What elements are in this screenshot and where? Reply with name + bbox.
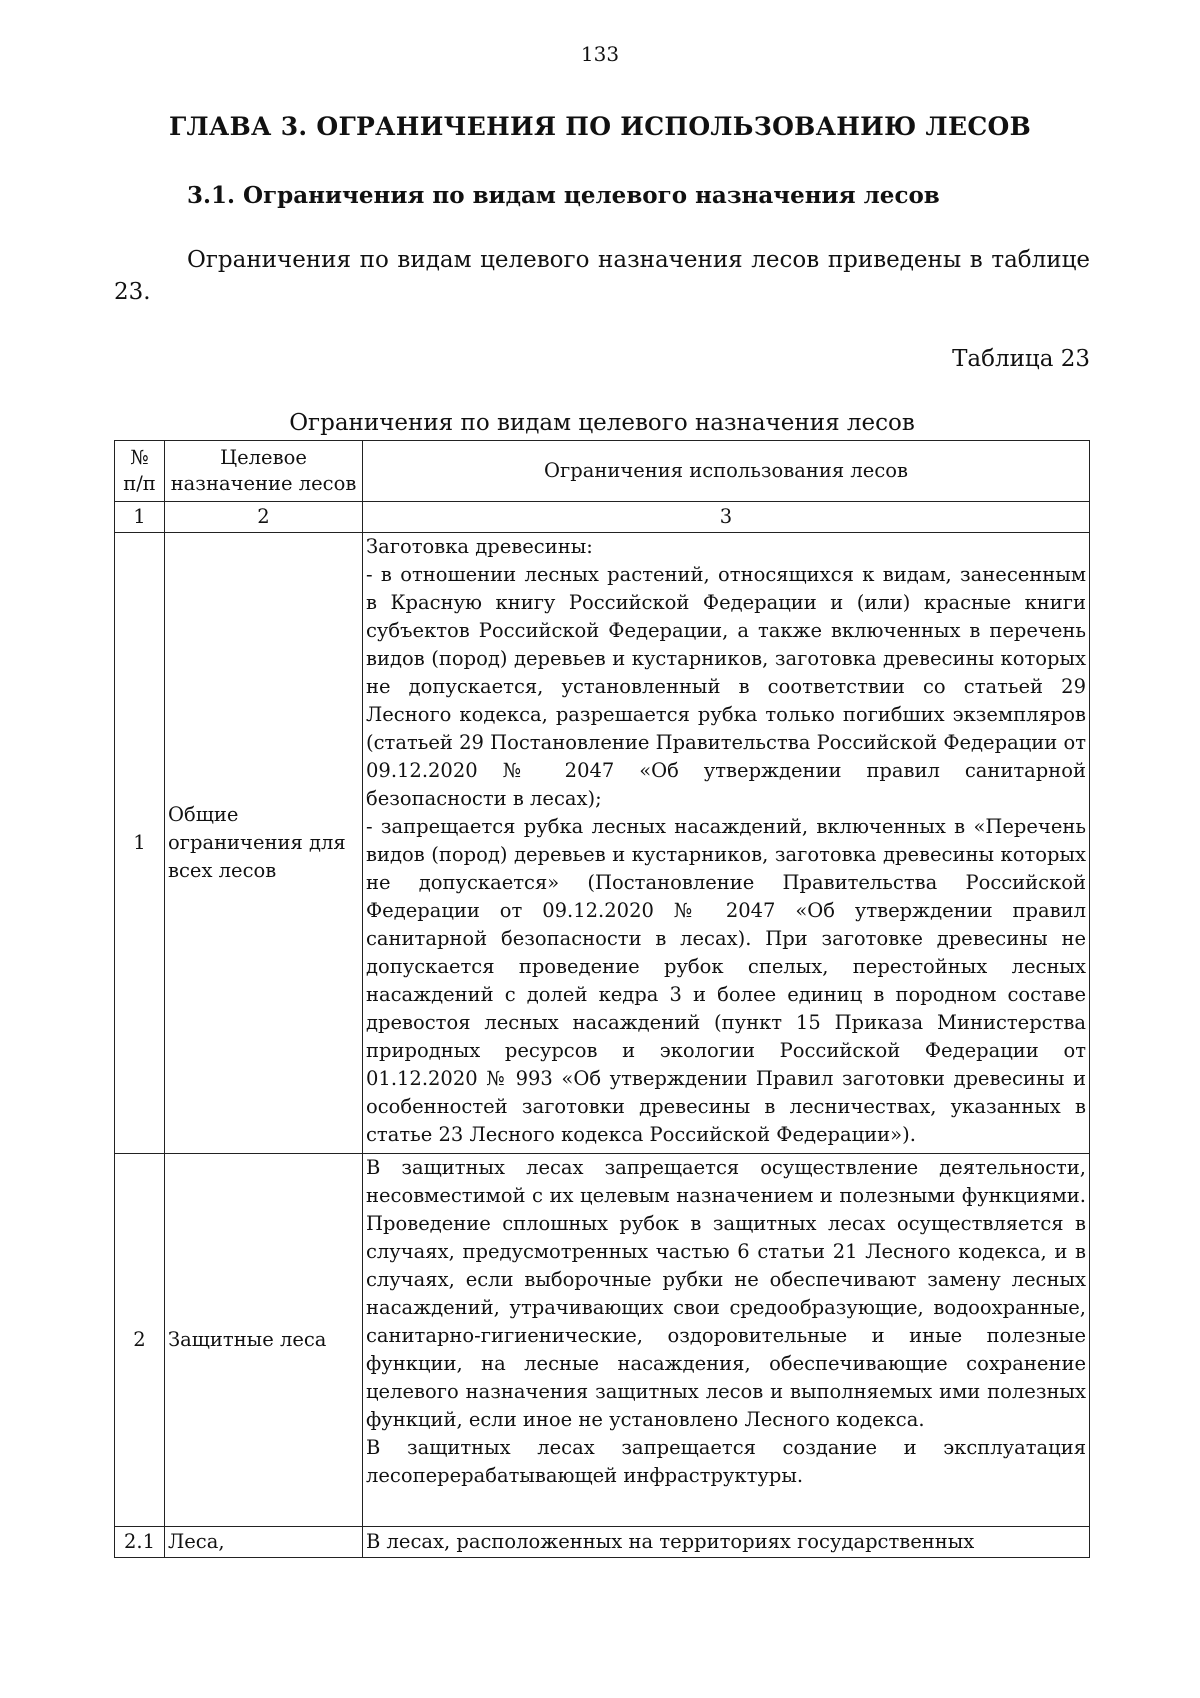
table-row xyxy=(115,1154,1090,1527)
restriction-paragraph: - запрещается рубка лесных насаждений, включенных в «Перечень видов (пород) деревьев и кустарников, заготовка древесины которых не допускается» (Постановление Правительства Российской Федерации от 09.12.2020 № 2047 «Об утверждении правил санитарной безопасности в лесах). При заготовке древесины не допускается проведение рубок спелых, перестойных лесных насаждений с долей кедра 3 и более единиц в породном составе древостоя лесных насаждений (пункт 15 Приказа Министерства природных ресурсов и экологии Российской Федерации от 01.12.2020 № 993 «Об утверждении Правил заготовки древесины и особенностей заготовки древесины в лесничествах, указанных в статье 23 Лесного кодекса Российской Федерации»). xyxy=(366,815,1086,1146)
row-purpose: Леса, xyxy=(165,1527,363,1558)
restriction-paragraph: В лесах, расположенных на территориях государственных xyxy=(366,1530,975,1553)
restriction-paragraph: - в отношении лесных растений, относящихся к видам, занесенным в Красную книгу Российской Федерации и (или) красные книги субъектов Российской Федерации, а также включенных в перечень видов (пород) деревьев и кустарников, заготовка древесины которых не допускается, установленный в соответствии со статьей 29 Лесного кодекса, разрешается рубка только погибших экземпляров (статьей 29 Постановление Правительства Российской Федерации от 09.12.2020 № 2047 «Об утверждении правил санитарной безопасности в лесах); xyxy=(366,563,1086,810)
restriction-paragraph: В защитных лесах запрещается создание и эксплуатация лесоперерабатывающей инфраструктуры. xyxy=(366,1436,1086,1487)
intro-paragraph: Ограничения по видам целевого назначения лесов приведены в таблице 23. xyxy=(114,247,1090,305)
restriction-paragraph: Заготовка древесины: xyxy=(366,535,593,558)
row-restrictions xyxy=(363,1527,1090,1558)
table-header-row xyxy=(115,441,1090,502)
column-number: 1 xyxy=(115,502,165,533)
header-number: № п/п xyxy=(115,441,165,502)
column-number-row xyxy=(115,502,1090,533)
section-title: 3.1. Ограничения по видам целевого назначения лесов xyxy=(187,182,940,209)
table-row xyxy=(115,533,1090,1154)
row-restrictions xyxy=(363,1154,1090,1527)
column-number: 2 xyxy=(165,502,363,533)
table-row xyxy=(115,1527,1090,1558)
chapter-title: ГЛАВА 3. ОГРАНИЧЕНИЯ ПО ИСПОЛЬЗОВАНИЮ ЛЕСОВ xyxy=(168,112,1032,141)
header-purpose: Целевое назначение лесов xyxy=(165,441,363,502)
row-purpose: Общие ограничения для всех лесов xyxy=(165,533,363,1154)
row-number: 2 xyxy=(115,1154,165,1527)
table-number: Таблица 23 xyxy=(952,346,1090,372)
row-purpose: Защитные леса xyxy=(165,1154,363,1527)
header-restrictions: Ограничения использования лесов xyxy=(363,441,1090,502)
row-number: 2.1 xyxy=(115,1527,165,1558)
page-number: 133 xyxy=(580,42,620,66)
row-number: 1 xyxy=(115,533,165,1154)
table-title: Ограничения по видам целевого назначения лесов xyxy=(289,410,915,436)
row-restrictions xyxy=(363,533,1090,1154)
restrictions-table xyxy=(114,440,1090,1558)
column-number: 3 xyxy=(363,502,1090,533)
restriction-paragraph: В защитных лесах запрещается осуществление деятельности, несовместимой с их целевым назначением и полезными функциями. Проведение сплошных рубок в защитных лесах осуществляется в случаях, предусмотренных частью 6 статьи 21 Лесного кодекса, и в случаях, если выборочные рубки не обеспечивают замену лесных насаждений, утрачивающих свои средообразующие, водоохранные, санитарно-гигиенические, оздоровительные и иные полезные функции, на лесные насаждения, обеспечивающие сохранение целевого назначения защитных лесов и выполняемых ими полезных функций, если иное не установлено Лесного кодекса. xyxy=(366,1156,1086,1431)
